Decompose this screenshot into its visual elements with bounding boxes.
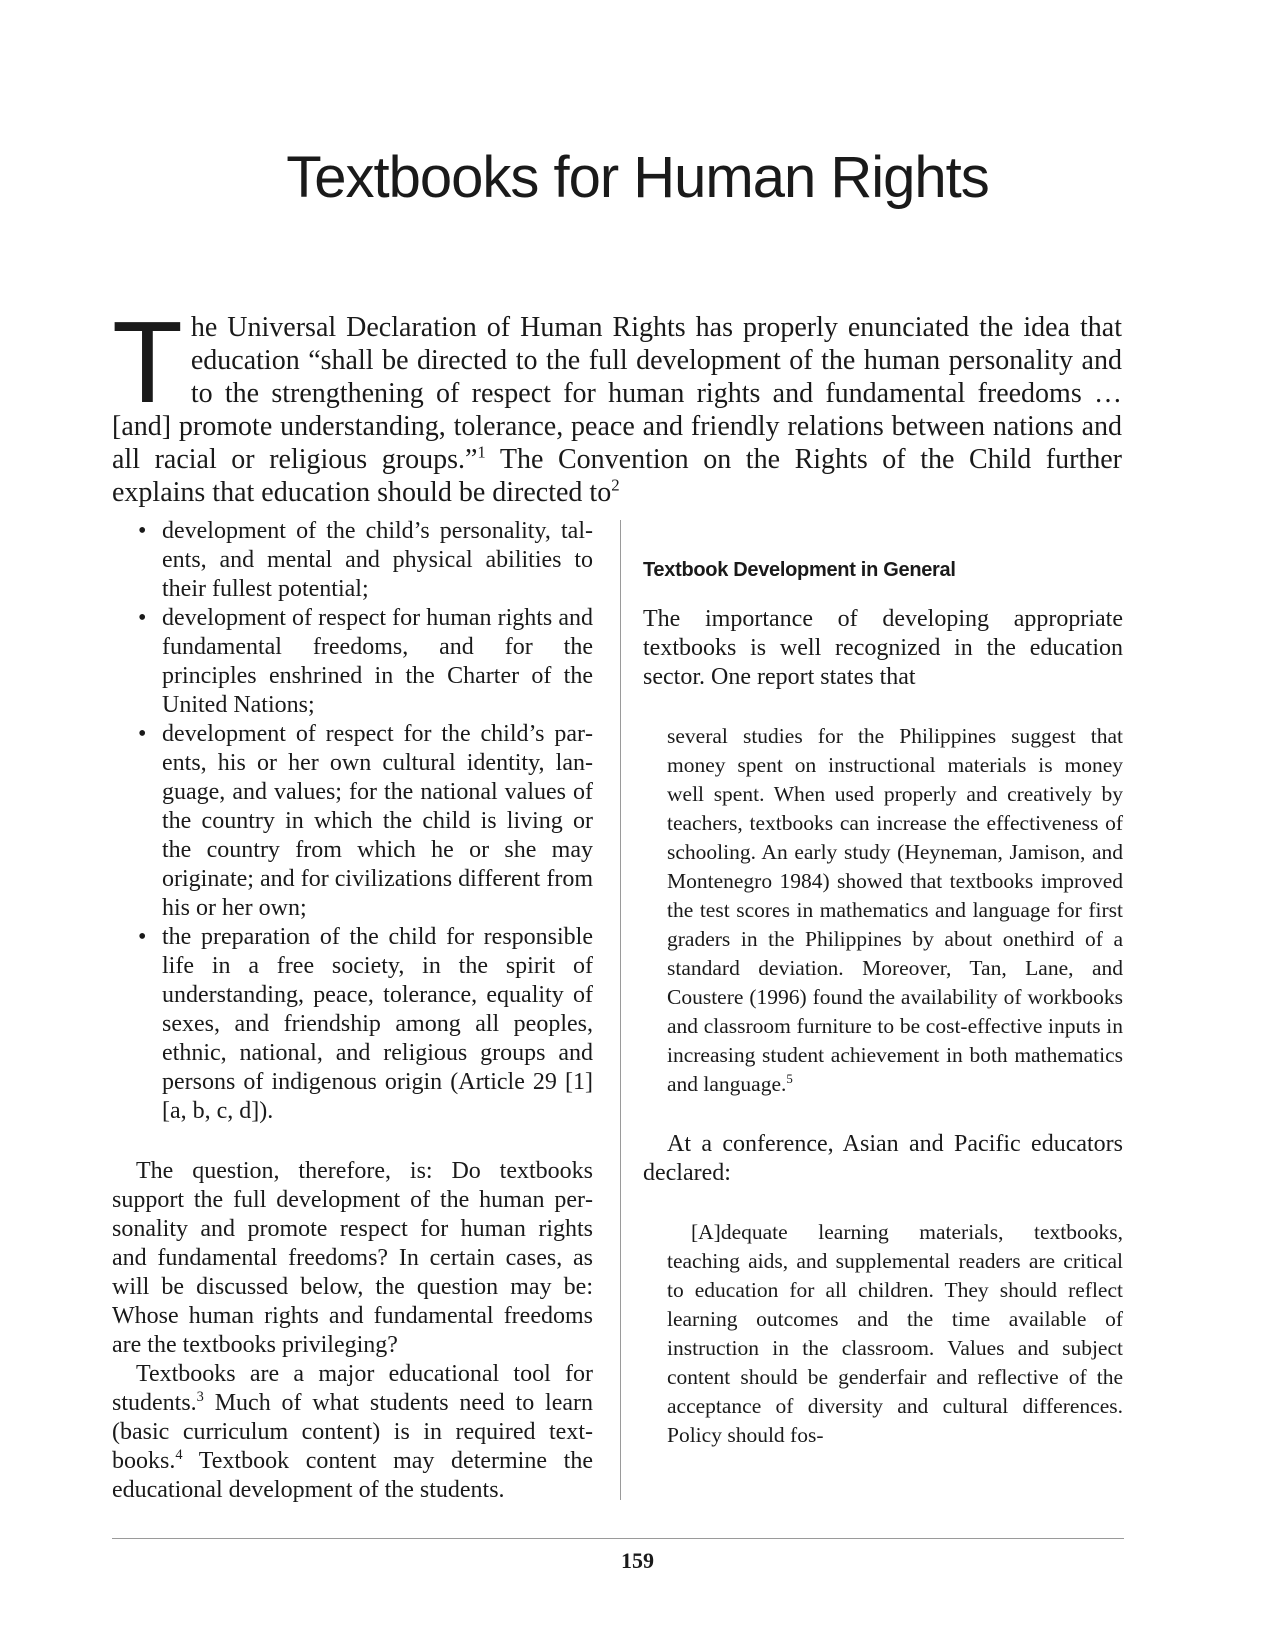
footnote-ref-4[interactable]: 4: [175, 1447, 183, 1463]
footnote-ref-5[interactable]: 5: [786, 1071, 793, 1086]
textbooks-text-1: Textbooks are a major educational tool for students.: [112, 1361, 593, 1416]
list-item: • the preparation of the child for responsible life in a free society, in the spirit of understanding, peace, tolerance, equality of sexes, and friendship among all peoples, ethnic, national, and religious groups and persons of indigenous origin (Article 29 [1] [a, b, c, d]).: [112, 923, 593, 1126]
importance-paragraph: The importance of developing appropriate textbooks is well recognized in the education sector. One report states that: [643, 606, 1123, 690]
report-quote-text: several studies for the Philippines suggest that money spent on instructional materials is money well spent. When used properly and creatively by teachers, textbooks can increase the effectiveness of schooling. An early study (Heyneman, Jamison, and Montenegro 1984) showed that textbooks improved the test scores in mathematics and language for first graders in the Philippines by about onethird of a standard deviation. Moreover, Tan, Lane, and Coustere (1996) found the availability of workbooks and classroom furniture to be cost-effective inputs in increasing student achievement in both mathematics and language.: [667, 724, 1123, 1096]
list-item: • development of respect for human rights and fundamental freedoms, and for the principles enshrined in the Charter of the United Nations;: [112, 604, 593, 720]
footnote-ref-2[interactable]: 2: [611, 475, 620, 495]
intro-text-1: he Universal Declaration of Human Rights has properly enunciated the idea that education “shall be directed to the full development of the human personality and to the strengthening of respect for human rights and fundamental freedoms … [and] promote understanding, tolerance, peace and friendly relations between nations and all racial or religious groups.”: [112, 312, 1122, 475]
textbooks-text-2: Much of what students need to learn (basic curriculum content) is in required textbooks.: [112, 1390, 593, 1474]
bullet-list: [112, 517, 593, 1126]
footnote-ref-3[interactable]: 3: [196, 1389, 204, 1405]
conference-quote: [A]dequate learning materials, textbooks, teaching aids, and supplemental readers are critical to education for all children. They should reflect learning outcomes and the time available of instruction in the classroom. Values and subject content should be genderfair and reflective of the acceptance of diversity and cultural differences. Policy should fos-: [667, 1220, 1123, 1447]
page-number: 159: [621, 1548, 654, 1573]
column-divider: [620, 520, 621, 1500]
drop-cap: T: [112, 297, 183, 427]
intro-paragraph: [112, 297, 1122, 509]
list-item: • development of the child’s personality, talents, and mental and physical abilities to their fullest potential;: [112, 517, 593, 604]
textbooks-paragraph: [112, 1360, 593, 1505]
footnote-ref-1[interactable]: 1: [477, 442, 486, 462]
intro-text-2: The Convention on the Rights of the Child further explains that education should be directed to: [112, 444, 1122, 508]
left-column: [112, 517, 593, 1505]
textbooks-text-3: Textbook content may determine the educational development of the students.: [112, 1448, 593, 1503]
conference-paragraph: At a conference, Asian and Pacific educators declared:: [643, 1131, 1123, 1186]
footer-rule: [112, 1538, 1124, 1539]
report-quote: [667, 722, 1123, 1099]
list-item: • development of respect for the child’s parents, his or her own cultural identity, language, and values; for the national values of the country in which the child is living or the country from which he or she may originate; and for civilizations different from his or her own;: [112, 720, 593, 923]
right-column: [643, 558, 1123, 1450]
question-paragraph: The question, therefore, is: Do textbooks support the full development of the human personality and promote respect for human rights and fundamental freedoms? In certain cases, as will be discussed below, the question may be: Whose human rights and fundamental freedoms are the textbooks privileging?: [112, 1158, 593, 1358]
section-heading: Textbook Development in General: [643, 559, 956, 581]
page-title: Textbooks for Human Rights: [286, 145, 989, 210]
